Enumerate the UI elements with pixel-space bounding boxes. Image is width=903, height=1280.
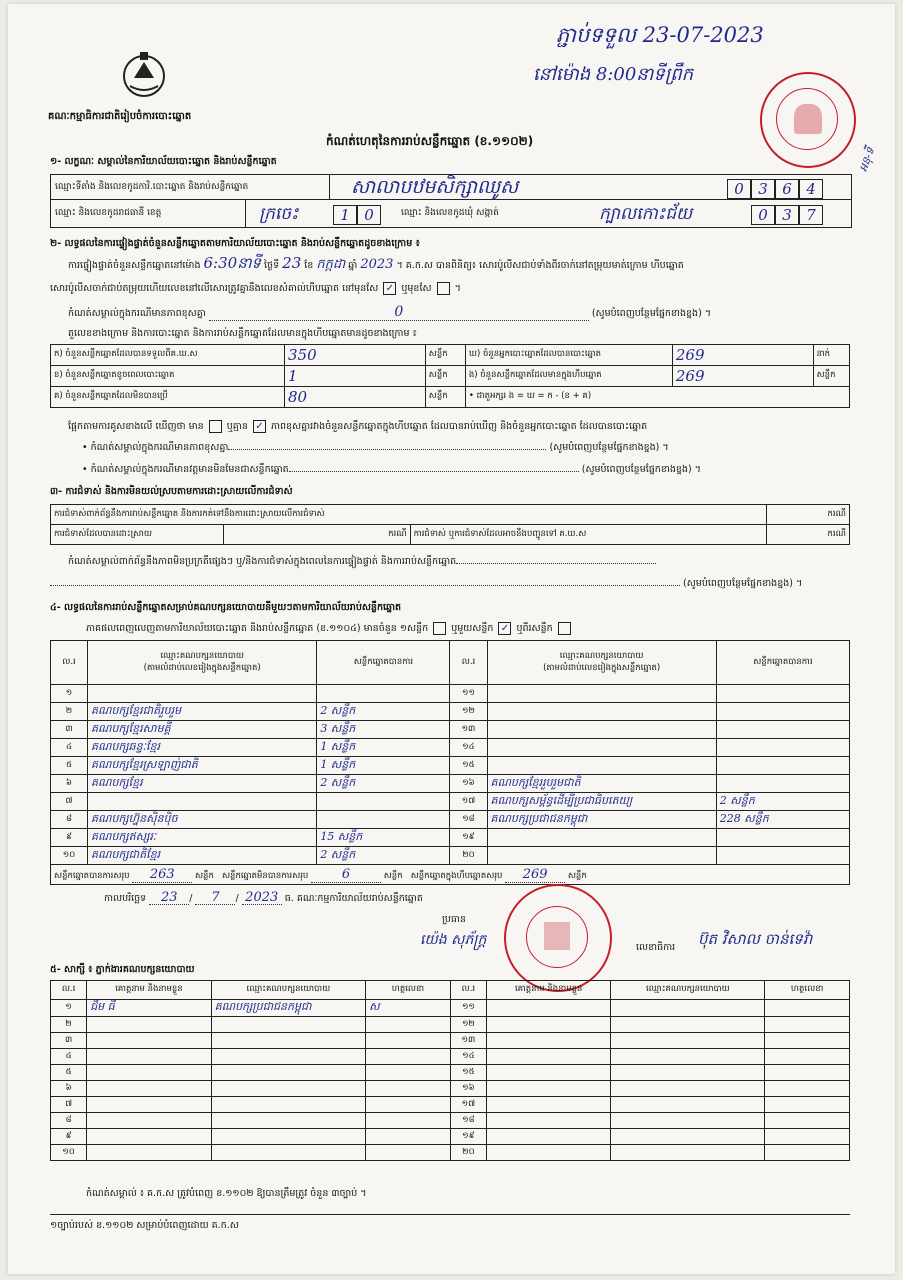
witness-name (87, 1049, 211, 1065)
witness-name (87, 1017, 211, 1033)
party-result-row (51, 793, 850, 811)
witness-party (611, 1065, 765, 1081)
party-name (487, 703, 716, 721)
party-number: ១៤ (450, 739, 487, 757)
witness-signature (366, 1129, 451, 1145)
witness-party (211, 1065, 365, 1081)
party-votes: 3 សន្លឹក (317, 721, 450, 739)
witness-signature (765, 1065, 850, 1081)
ballot-count-row: ក) ចំនួនសន្លឹកឆ្នោតដែលបានទទួលពីគ.ឃ.ស 350 សន្លឹក ឃ) ចំនួនអ្នកបោះឆ្នោតដែលបានបោះឆ្នោត 269 នាក់ (51, 345, 850, 366)
witness-row (51, 1000, 850, 1017)
party-number: ១១ (450, 685, 487, 703)
witness-party (611, 1113, 765, 1129)
party-votes: 1 សន្លឹក (317, 757, 450, 775)
witness-signature (765, 1145, 850, 1161)
verification-line-1: ការផ្ទៀងផ្ទាត់ចំនួនសន្លឹកឆ្នោតនៅម៉ោង 6:30នាទី ថ្ងៃទី 23 ខែ កក្កដា ឆ្នាំ 2023 ។ គ.ក.ស បានពិនិត្យ៖ សោរប៉ូលីសជាប់ទាំងពីរចាក់នៅតម្រុយមាត់ក្រោម ហីបឆ្នោត (68, 254, 684, 272)
committee-red-stamp (504, 884, 612, 992)
party-votes (716, 739, 849, 757)
sheet-checkbox-1[interactable] (433, 622, 446, 635)
party-result-row (51, 775, 850, 793)
witness-signature (366, 1097, 451, 1113)
party-number: ១៨ (450, 811, 487, 829)
section5-heading: ៥- សាក្សី ៖ ភ្នាក់ងារគណបក្សនយោបាយ (50, 964, 195, 975)
witness-signature (366, 1017, 451, 1033)
party-votes (317, 793, 450, 811)
witness-number: ១៨ (450, 1113, 486, 1129)
party-name (487, 721, 716, 739)
witness-party (211, 1113, 365, 1129)
commune-label: ឈ្មោះ និងលេខកូដឃុំ សង្កាត់ (401, 208, 499, 218)
top-red-stamp (760, 72, 856, 168)
party-name (487, 739, 716, 757)
party-votes: 1 សន្លឹក (317, 739, 450, 757)
witness-signature (366, 1033, 451, 1049)
province-code: 1 0 (333, 205, 381, 225)
party-name: គណបក្សប្រជាជនកម្ពុជា (487, 811, 716, 829)
witness-number: ៦ (51, 1081, 87, 1097)
section4-subline: ភាគផលពេញលេញតាមការិយាល័យបោះឆ្នោត និងរាប់សន្លឹកឆ្នោត (ខ.១១០៤) មានចំនួន ១សន្លឹក ឬមួយសន្លឹក ✓ ឬពីរសន្លឹក (86, 622, 573, 635)
witness-signature (765, 1113, 850, 1129)
party-name: គណបក្សខ្មែរ (88, 775, 317, 793)
party-votes: 2 សន្លឹក (716, 793, 849, 811)
witness-name (486, 1081, 610, 1097)
party-number: ១៩ (450, 829, 487, 847)
party-votes: 228 សន្លឹក (716, 811, 849, 829)
party-votes: 2 សន្លឹក (317, 847, 450, 865)
section4-heading: ៤- លទ្ធផលនៃការរាប់សន្លឹកឆ្នោតសម្រាប់គណបក្សនយោបាយនីមួយៗតាមការិយាល័យរាប់សន្លឹកឆ្នោត (50, 602, 402, 613)
party-votes (317, 685, 450, 703)
witness-name (486, 1065, 610, 1081)
witness-name (87, 1113, 211, 1129)
witness-number: ១៣ (450, 1033, 486, 1049)
party-result-row (51, 847, 850, 865)
witness-number: ២០ (450, 1145, 486, 1161)
side-handwriting: អនុ-ទី (856, 145, 878, 174)
location-box (50, 174, 852, 228)
verification-line-2: សោរប៉ូលីសចាក់ជាប់តម្រុយហើយលេខនៅលើសោរត្រូវគ្នានឹងលេខសំគាល់ហីបឆ្នោត នៅមុនសែ ✓ ឬមុខសែ ។ (50, 283, 461, 294)
witness-row (51, 1033, 850, 1049)
signing-date-line: កាលបរិច្ឆេទ 23 / 7 / 2023 ធ. គណៈកម្មការិយាល័យរាប់សន្លឹកឆ្នោត (104, 890, 423, 905)
ballot-count-row: ខ) ចំនួនសន្លឹកឆ្នោតខូចពេលបោះឆ្នោត 1 សន្លឹក ង) ចំនួនសន្លឹកឆ្នោតដែលមានក្នុងហីបឆ្នោត 269 សន្លឹក (51, 366, 850, 387)
party-result-row (51, 811, 850, 829)
party-number: ៨ (51, 811, 88, 829)
witness-number: ១៦ (450, 1081, 486, 1097)
section2-heading: ២- លទ្ធផលនៃការផ្ទៀងផ្ទាត់ចំនួនសន្លឹកឆ្នោតតាមការិយាល័យបោះឆ្នោត និងរាប់សន្លឹកឆ្នោតដូចខាងក្រោម ៖ (50, 238, 420, 249)
party-name: គណបក្សឆន្ទៈខ្មែរ (88, 739, 317, 757)
witness-signature (765, 1017, 850, 1033)
witness-party (611, 1081, 765, 1097)
party-result-row (51, 757, 850, 775)
witness-number: ៤ (51, 1049, 87, 1065)
party-name (88, 685, 317, 703)
discrepancy-check-line: ផ្អែកតាមការគូសខាងលើ ឃើញថា មាន ឬគ្មាន ✓ ភាពខុសគ្នារវាងចំនួនសន្លឹកឆ្នោតក្នុងហីបឆ្នោត ដែលបានរាប់ឃើញ និងចំនួនអ្នកបោះឆ្នោត ដែលបានបោះឆ្នោត (68, 421, 648, 432)
party-name: គណបក្សសម្ព័ន្ធដើម្បីប្រជាធិបតេយ្យ (487, 793, 716, 811)
witness-party (211, 1033, 365, 1049)
party-name: គណបក្សខ្មែររួបរួមជាតិ (487, 775, 716, 793)
witness-signature (765, 1049, 850, 1065)
bullet-note-1: • កំណត់សម្គាល់ក្នុងករណីមានភាពខុសគ្នា (សូមបំពេញបន្ថែមផ្នែកខាងខ្នង) ។ (82, 442, 669, 453)
party-votes (716, 721, 849, 739)
objections-note-line2: (សូមបំពេញបន្ថែមផ្នែកខាងខ្នង) ។ (50, 578, 802, 590)
party-name: គណបក្សហ្វ៊ុនស៊ិនប៉ិច (88, 811, 317, 829)
discrepancy-note: កំណត់សម្គាល់ក្នុងករណីមានភាពខុសគ្នា 0 (សូមបំពេញបន្ថែមផ្នែកខាងខ្នង) ។ (68, 304, 712, 320)
witness-party (611, 1017, 765, 1033)
witness-number: ១២ (450, 1017, 486, 1033)
witness-signature (366, 1145, 451, 1161)
party-number: ១៦ (450, 775, 487, 793)
witness-number: ១៧ (450, 1097, 486, 1113)
party-votes (716, 703, 849, 721)
received-date-handwriting: ភ្ជាប់ទទួល 23-07-2023 (556, 23, 764, 47)
witness-number: ៧ (51, 1097, 87, 1113)
witness-row (51, 1049, 850, 1065)
witness-name (87, 1081, 211, 1097)
party-name: គណបក្សខ្មែរស្រឡាញ់ជាតិ (88, 757, 317, 775)
footer-divider (50, 1214, 850, 1215)
party-totals-row: សន្លឹកឆ្នោតបានការសរុប 263 សន្លឹក សន្លឹកឆ្នោតមិនបានការសរុប 6 សន្លឹក សន្លឹកឆ្នោតក្នុងហីបឆ្នោតសរុប 269 សន្លឹក (51, 865, 850, 885)
secretary-name: ប៊ុត វិសាល ចាន់ទេវ៉ា (698, 930, 813, 948)
witness-name (486, 1129, 610, 1145)
objections-note: កំណត់សម្គាល់ពាក់ព័ន្ធនឹងភាពមិនប្រក្រតីផ្សេងៗ ឬ/និងការជំទាស់ក្នុងពេលនៃការផ្ទៀងផ្ទាត់ និងការរាប់សន្លឹកឆ្នោត (68, 556, 656, 568)
witness-name (486, 1097, 610, 1113)
witness-name (486, 1033, 610, 1049)
witness-signature (366, 1049, 451, 1065)
witness-signature (366, 1081, 451, 1097)
witness-party (211, 1049, 365, 1065)
witness-table (50, 980, 850, 1161)
received-time-handwriting: នៅម៉ោង 8:00នាទីព្រឹក (533, 64, 694, 85)
witness-row (51, 1129, 850, 1145)
witness-number: ៣ (51, 1033, 87, 1049)
witness-signature (765, 1081, 850, 1097)
party-votes (716, 829, 849, 847)
witness-row (51, 1017, 850, 1033)
party-name (487, 757, 716, 775)
witness-name (87, 1129, 211, 1145)
witness-name (486, 1017, 610, 1033)
party-votes: 15 សន្លឹក (317, 829, 450, 847)
witness-name (87, 1145, 211, 1161)
location-label: ឈ្មោះទីតាំង និងលេខកូដការិ.បោះឆ្នោត និងរាប់សន្លឹកឆ្នោត (55, 182, 249, 192)
party-votes (317, 811, 450, 829)
party-result-row (51, 829, 850, 847)
witness-number: ៨ (51, 1113, 87, 1129)
witness-number: ១៤ (450, 1049, 486, 1065)
objections-table: ការជំទាស់ពាក់ព័ន្ធនឹងការរាប់សន្លឹកឆ្នោត និងការកត់ទៅនឹងការដោះស្រាយលើការជំទាស់ ករណី ការជំទាស់ដែលបានដោះស្រាយ ករណី ការជំទាស់ ឬការជំទាស់ដែលអាចនឹងបញ្ជូនទៅ គ.ឃ.ស ករណី (50, 504, 850, 545)
witness-signature (366, 1065, 451, 1081)
footer-form-ref: ១ច្បាប់របស់ ខ.១១០២ សម្រាប់បំពេញដោយ គ.ក.ស (50, 1220, 239, 1231)
witness-signature (765, 1000, 850, 1017)
witness-number: ១៥ (450, 1065, 486, 1081)
secretary-label: លេខាធិការ (636, 942, 676, 953)
witness-number: ៥ (51, 1065, 87, 1081)
witness-number: ១ (51, 1000, 87, 1017)
figures-intro: តួលេខខាងក្រោម និងការបោះឆ្នោត និងការរាប់សន្លឹកឆ្នោតដែលមានក្នុងហីបឆ្នោតមានដូចខាងក្រោម ៖ (68, 328, 417, 339)
sheet-checkbox-3[interactable] (558, 622, 571, 635)
party-number: ១ (51, 685, 88, 703)
witness-party (611, 1145, 765, 1161)
witness-name (87, 1065, 211, 1081)
party-result-row (51, 739, 850, 757)
witness-signature (765, 1033, 850, 1049)
location-value: សាលាបឋមសិក្សាឈូស (351, 176, 519, 198)
party-number: ៦ (51, 775, 88, 793)
location-code: 0 3 6 4 (727, 179, 823, 199)
witness-party (211, 1017, 365, 1033)
party-name: គណបក្សជាតិខ្មែរ (88, 847, 317, 865)
commune-code: 0 3 7 (751, 205, 823, 225)
witness-party (611, 1000, 765, 1017)
party-name (88, 793, 317, 811)
witness-name (486, 1049, 610, 1065)
witness-name (87, 1097, 211, 1113)
party-number: ១២ (450, 703, 487, 721)
witness-name (486, 1000, 610, 1017)
witness-number: ១១ (450, 1000, 486, 1017)
witness-party (611, 1129, 765, 1145)
president-label: ប្រធាន (442, 914, 466, 925)
province-label: ឈ្មោះ និងលេខកូដរាជធានី ខេត្ត (55, 208, 162, 218)
president-name: យ៉េង សុភ័ក្ត្រ (420, 932, 487, 948)
witness-name: ជឹម ធី (87, 1000, 211, 1017)
witness-party (611, 1097, 765, 1113)
party-name (487, 685, 716, 703)
party-name (487, 829, 716, 847)
nec-logo (120, 48, 168, 100)
form-title: កំណត់ហេតុនៃការរាប់សន្លឹកឆ្នោត (ខ.១១០២) (326, 134, 534, 148)
party-name (487, 847, 716, 865)
party-result-row (51, 703, 850, 721)
party-number: ១០ (51, 847, 88, 865)
ballot-count-row: គ) ចំនួនសន្លឹកឆ្នោតដែលមិនបានប្រើ 80 សន្លឹក • ជាតួអក្សរ ង = ឃ = ក - (ខ + គ) (51, 387, 850, 408)
party-votes (716, 775, 849, 793)
party-number: ១៧ (450, 793, 487, 811)
witness-party (211, 1081, 365, 1097)
party-number: ៣ (51, 721, 88, 739)
witness-name (87, 1033, 211, 1049)
witness-number: ១០ (51, 1145, 87, 1161)
witness-signature (366, 1113, 451, 1129)
witness-header: ល.រ គោត្តនាម និងនាមខ្លួន ឈ្មោះគណបក្សនយោបាយ ហត្ថលេខា ល.រ គោត្តនាម និងនាមខ្លួន ឈ្មោះគណបក្សនយោបាយ ហត្ថលេខា (51, 981, 850, 1000)
party-votes: 2 សន្លឹក (317, 775, 450, 793)
party-number: ៤ (51, 739, 88, 757)
witness-row (51, 1145, 850, 1161)
witness-party (611, 1049, 765, 1065)
party-votes (716, 757, 849, 775)
footer-note: កំណត់សម្គាល់ ៖ គ.ក.ស ត្រូវបំពេញ ខ.១១០២ ឱ្យបានត្រឹមត្រូវ ចំនួន ៣ច្បាប់ ។ (86, 1188, 367, 1199)
party-number: ៩ (51, 829, 88, 847)
party-result-row (51, 721, 850, 739)
party-votes (716, 847, 849, 865)
witness-signature (765, 1129, 850, 1145)
committee-name: គណៈកម្មាធិការជាតិរៀបចំការបោះឆ្នោត (48, 111, 192, 122)
discrepancy-checkbox-yes[interactable] (209, 420, 222, 433)
witness-number: ៩ (51, 1129, 87, 1145)
witness-party (211, 1129, 365, 1145)
section1-heading: ១- លក្ខណៈ សម្គាល់នៃការិយាល័យបោះឆ្នោត និងរាប់សន្លឹកឆ្នោត (50, 156, 277, 167)
party-results-table (50, 640, 850, 885)
party-votes: 2 សន្លឹក (317, 703, 450, 721)
commune-value: ក្បាលកោះជ័យ (599, 204, 693, 224)
province-value: ក្រចេះ (259, 204, 299, 224)
form-page (8, 4, 895, 1274)
party-number: ១៣ (450, 721, 487, 739)
party-results-header: ល.រ ឈ្មោះគណបក្សនយោបាយ (តាមលំដាប់លេខរៀងក្នុងសន្លឹកឆ្នោត) សន្លឹកឆ្នោតបានការ ល.រ ឈ្មោះគណបក្សនយោបាយ (តាមលំដាប់លេខរៀងក្នុងសន្លឹកឆ្នោត) សន្លឹកឆ្នោតបានការ (51, 641, 850, 685)
party-name: គណបក្សឥស្សរៈ (88, 829, 317, 847)
witness-row (51, 1097, 850, 1113)
party-number: ៥ (51, 757, 88, 775)
party-number: ២ (51, 703, 88, 721)
witness-name (486, 1113, 610, 1129)
seal-checkbox-yes[interactable]: ✓ (383, 282, 396, 295)
party-name: គណបក្សខ្មែរជាតិរួបរួម (88, 703, 317, 721)
witness-row (51, 1113, 850, 1129)
witness-row (51, 1065, 850, 1081)
witness-signature (765, 1097, 850, 1113)
witness-party: គណបក្សប្រជាជនកម្ពុជា (211, 1000, 365, 1017)
sheet-checkbox-2[interactable]: ✓ (498, 622, 511, 635)
witness-number: ២ (51, 1017, 87, 1033)
party-number: ២០ (450, 847, 487, 865)
witness-party (211, 1097, 365, 1113)
witness-signature: ស (366, 1000, 451, 1017)
witness-party (611, 1033, 765, 1049)
party-votes (716, 685, 849, 703)
witness-row (51, 1081, 850, 1097)
witness-name (486, 1145, 610, 1161)
witness-number: ១៩ (450, 1129, 486, 1145)
bullet-note-2: • កំណត់សម្គាល់ក្នុងករណីមានវត្តមានមិនមែនជាសន្លឹកឆ្នោត (សូមបំពេញបន្ថែមផ្នែកខាងខ្នង) ។ (82, 464, 701, 475)
discrepancy-checkbox-no[interactable]: ✓ (253, 420, 266, 433)
party-result-row (51, 685, 850, 703)
ballot-count-table (50, 344, 850, 408)
section3-heading: ៣- ការជំទាស់ និងការមិនយល់ស្របតាមការដោះស្រាយលើការជំទាស់ (50, 486, 293, 497)
party-number: ៧ (51, 793, 88, 811)
witness-party (211, 1145, 365, 1161)
seal-checkbox-no[interactable] (437, 282, 450, 295)
party-number: ១៥ (450, 757, 487, 775)
party-name: គណបក្សខ្មែរសាមគ្គី (88, 721, 317, 739)
